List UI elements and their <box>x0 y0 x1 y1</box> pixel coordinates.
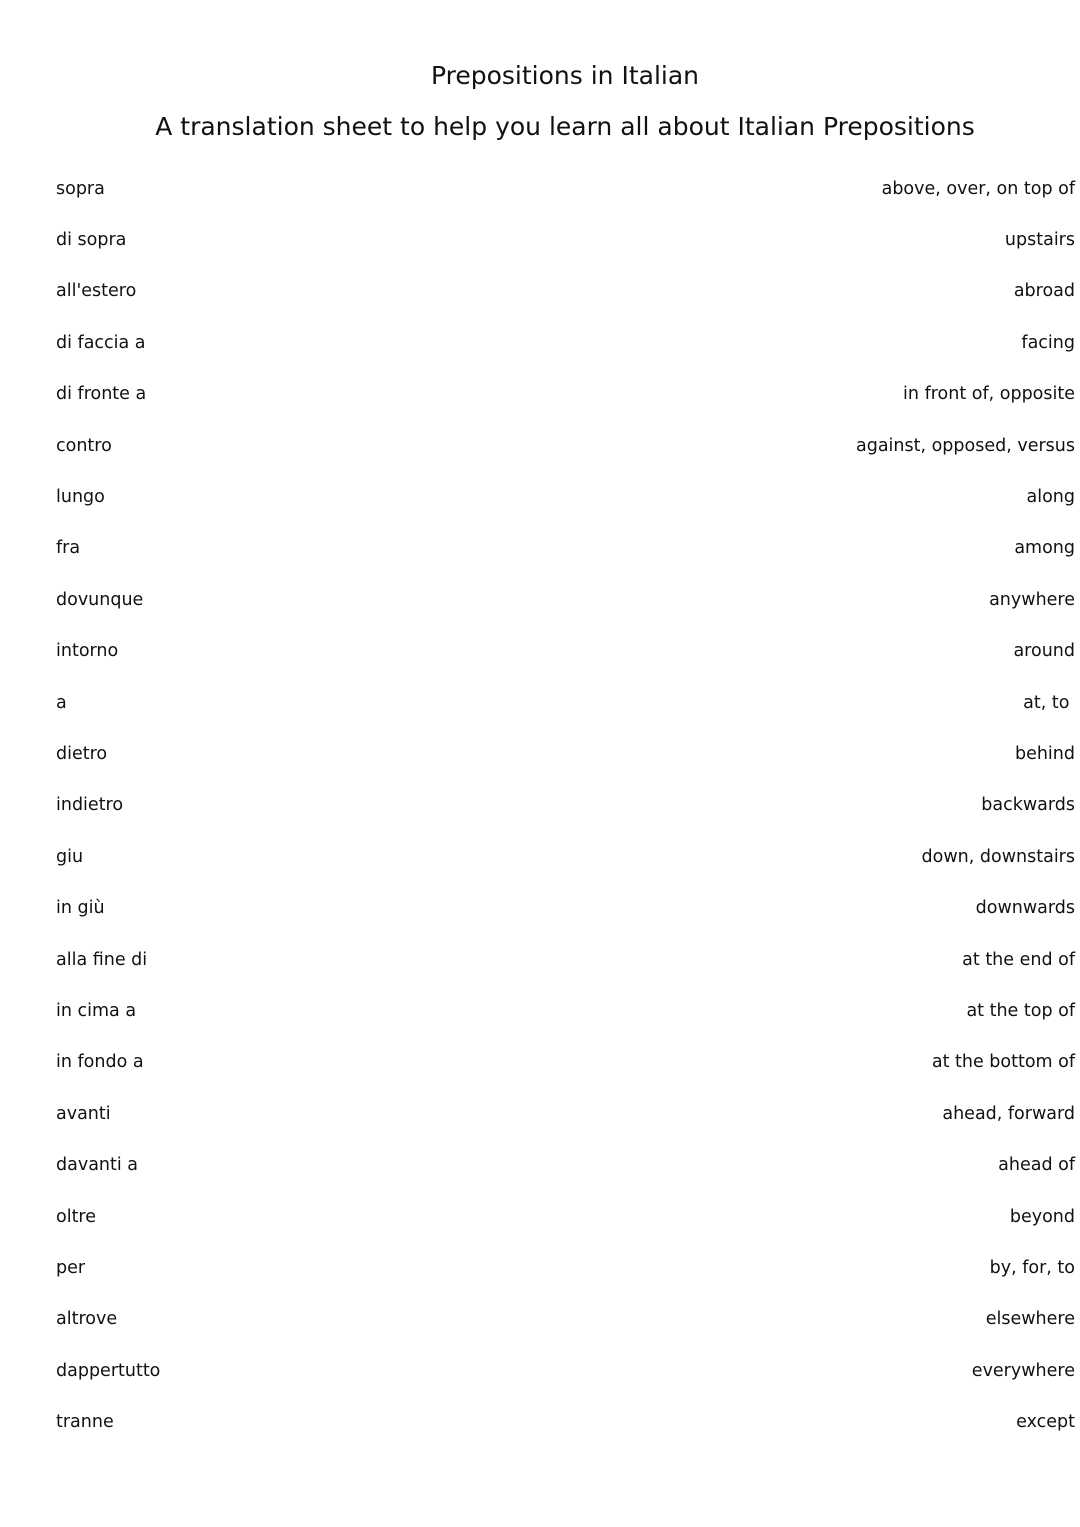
list-item <box>56 882 1075 933</box>
english-translation: facing <box>1021 332 1075 353</box>
italian-term: oltre <box>56 1206 97 1227</box>
list-item <box>56 1191 1075 1242</box>
english-translation: anywhere <box>989 589 1075 610</box>
translation-list <box>56 163 1075 1448</box>
list-item <box>56 677 1075 728</box>
english-translation: at the end of <box>962 949 1075 970</box>
english-translation: everywhere <box>971 1360 1075 1381</box>
list-item <box>56 1294 1075 1345</box>
english-translation: beyond <box>1009 1206 1075 1227</box>
english-translation: upstairs <box>1004 230 1075 251</box>
list-item <box>56 1242 1075 1293</box>
english-translation: in front of, opposite <box>903 384 1075 405</box>
list-item <box>56 163 1075 214</box>
english-translation: at the top of <box>966 1000 1075 1021</box>
italian-term: indietro <box>56 795 124 816</box>
italian-term: avanti <box>56 1103 111 1124</box>
list-item <box>56 728 1075 779</box>
english-translation: ahead, forward <box>942 1103 1075 1124</box>
list-item <box>56 934 1075 985</box>
list-item <box>56 780 1075 831</box>
english-translation: ahead of <box>998 1155 1075 1176</box>
list-item <box>56 1088 1075 1139</box>
italian-term: in giù <box>56 898 105 919</box>
list-item <box>56 214 1075 265</box>
list-item <box>56 985 1075 1036</box>
english-translation: abroad <box>1013 281 1075 302</box>
english-translation: along <box>1026 487 1075 508</box>
italian-term: lungo <box>56 487 105 508</box>
english-translation: behind <box>1014 743 1075 764</box>
english-translation: among <box>1014 538 1075 559</box>
english-translation: against, opposed, versus <box>855 435 1075 456</box>
english-translation: downwards <box>975 898 1075 919</box>
list-item <box>56 369 1075 420</box>
italian-term: tranne <box>56 1412 114 1433</box>
italian-term: di sopra <box>56 230 127 251</box>
italian-term: alla fine di <box>56 949 148 970</box>
english-translation: down, downstairs <box>921 846 1075 867</box>
italian-term: all'estero <box>56 281 137 302</box>
italian-term: sopra <box>56 178 105 199</box>
italian-term: di fronte a <box>56 384 147 405</box>
italian-term: di faccia a <box>56 332 146 353</box>
english-translation: elsewhere <box>985 1309 1075 1330</box>
list-item <box>56 471 1075 522</box>
list-item <box>56 523 1075 574</box>
italian-term: a <box>56 692 67 713</box>
list-item <box>56 420 1075 471</box>
italian-term: dietro <box>56 743 108 764</box>
italian-term: dovunque <box>56 589 144 610</box>
italian-term: per <box>56 1257 86 1278</box>
list-item <box>56 1139 1075 1190</box>
english-translation: at the bottom of <box>931 1052 1075 1073</box>
italian-term: fra <box>56 538 81 559</box>
english-translation: by, for, to <box>989 1257 1075 1278</box>
list-item <box>56 317 1075 368</box>
italian-term: davanti a <box>56 1155 139 1176</box>
english-translation: at, to <box>1023 692 1075 713</box>
list-item <box>56 626 1075 677</box>
list-item <box>56 1396 1075 1447</box>
english-translation: around <box>1013 641 1075 662</box>
english-translation: backwards <box>981 795 1075 816</box>
italian-term: intorno <box>56 641 119 662</box>
italian-term: dappertutto <box>56 1360 161 1381</box>
english-translation: except <box>1016 1412 1075 1433</box>
italian-term: altrove <box>56 1309 118 1330</box>
italian-term: in fondo a <box>56 1052 144 1073</box>
list-item <box>56 266 1075 317</box>
italian-term: contro <box>56 435 112 456</box>
list-item <box>56 1345 1075 1396</box>
list-item <box>56 1037 1075 1088</box>
list-item <box>56 574 1075 625</box>
italian-term: giu <box>56 846 84 867</box>
page-title: Prepositions in Italian <box>430 61 700 90</box>
page-subtitle: A translation sheet to help you learn all about Italian Prepositions <box>155 112 975 141</box>
italian-term: in cima a <box>56 1000 137 1021</box>
english-translation: above, over, on top of <box>881 178 1075 199</box>
list-item <box>56 831 1075 882</box>
